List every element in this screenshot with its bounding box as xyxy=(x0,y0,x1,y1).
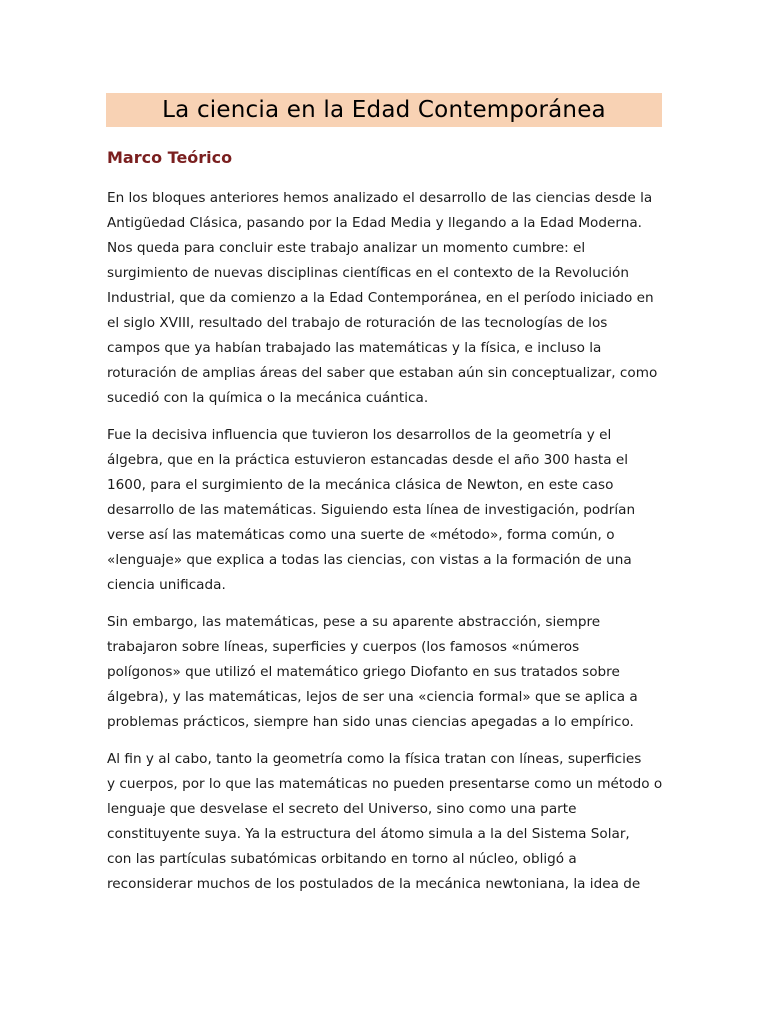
text-line: Al fin y al cabo, tanto la geometría como la física tratan con líneas, superficies xyxy=(107,751,642,767)
section-heading: Marco Teórico xyxy=(107,148,233,167)
text-line: polígonos» que utilizó el matemático griego Diofanto en sus tratados sobre xyxy=(107,664,620,680)
text-line: constituyente suya. Ya la estructura del átomo simula a la del Sistema Solar, xyxy=(107,826,630,842)
paragraph xyxy=(107,423,667,598)
text-line: álgebra, que en la práctica estuvieron estancadas desde el año 300 hasta el xyxy=(107,452,629,468)
text-line: lenguaje que desvelase el secreto del Universo, sino como una parte xyxy=(107,801,577,817)
text-line: con las partículas subatómicas orbitando en torno al núcleo, obligó a xyxy=(107,851,577,867)
text-line: En los bloques anteriores hemos analizado el desarrollo de las ciencias desde la xyxy=(107,190,653,206)
text-line: desarrollo de las matemáticas. Siguiendo esta línea de investigación, podrían xyxy=(107,502,636,518)
text-line: el siglo XVIII, resultado del trabajo de roturación de las tecnologías de los xyxy=(107,315,608,331)
text-line: verse así las matemáticas como una suerte de «método», forma común, o xyxy=(107,527,615,543)
text-line: Nos queda para concluir este trabajo analizar un momento cumbre: el xyxy=(107,240,586,256)
text-line: Fue la decisiva influencia que tuvieron los desarrollos de la geometría y el xyxy=(107,427,612,443)
text-line: campos que ya habían trabajado las matemáticas y la física, e incluso la xyxy=(107,340,602,356)
text-line: Industrial, que da comienzo a la Edad Contemporánea, en el período iniciado en xyxy=(107,290,654,306)
paragraph xyxy=(107,610,667,735)
text-line: 1600, para el surgimiento de la mecánica clásica de Newton, en este caso xyxy=(107,477,614,493)
text-line: roturación de amplias áreas del saber que estaban aún sin conceptualizar, como xyxy=(107,365,658,381)
text-line: «lenguaje» que explica a todas las ciencias, con vistas a la formación de una xyxy=(107,552,632,568)
paragraph xyxy=(107,186,667,411)
text-line: reconsiderar muchos de los postulados de la mecánica newtoniana, la idea de xyxy=(107,876,641,892)
document-title: La ciencia en la Edad Contemporánea xyxy=(162,97,606,123)
title-banner xyxy=(106,93,662,127)
text-line: Antigüedad Clásica, pasando por la Edad Media y llegando a la Edad Moderna. xyxy=(107,215,642,231)
body-text xyxy=(107,186,667,909)
text-line: surgimiento de nuevas disciplinas científicas en el contexto de la Revolución xyxy=(107,265,629,281)
text-line: Sin embargo, las matemáticas, pese a su aparente abstracción, siempre xyxy=(107,614,601,630)
text-line: álgebra), y las matemáticas, lejos de ser una «ciencia formal» que se aplica a xyxy=(107,689,638,705)
text-line: y cuerpos, por lo que las matemáticas no pueden presentarse como un método o xyxy=(107,776,663,792)
text-line: trabajaron sobre líneas, superficies y cuerpos (los famosos «números xyxy=(107,639,580,655)
text-line: problemas prácticos, siempre han sido unas ciencias apegadas a lo empírico. xyxy=(107,714,634,730)
text-line: ciencia unificada. xyxy=(107,577,226,593)
text-line: sucedió con la química o la mecánica cuántica. xyxy=(107,390,429,406)
paragraph xyxy=(107,747,667,897)
